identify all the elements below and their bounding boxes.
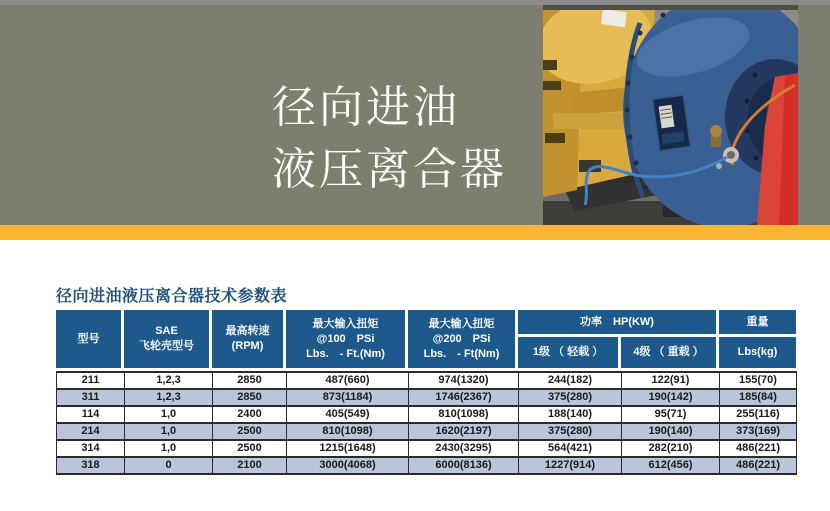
spec-table-body	[56, 371, 797, 475]
table-cell: 405(549)	[287, 406, 409, 423]
label-plate	[653, 95, 691, 151]
table-cell: 2500	[213, 440, 287, 457]
table-cell: 211	[57, 372, 125, 389]
table-cell: 1,0	[125, 423, 213, 440]
table-cell: 314	[57, 440, 125, 457]
header-torque-100psi: 最大输入扭矩 @100 PSi Lbs. - Ft.(Nm)	[286, 310, 405, 368]
table-cell: 2850	[213, 389, 287, 406]
table-cell: 1215(1648)	[287, 440, 409, 457]
table-cell: 2500	[213, 423, 287, 440]
header-torque-200psi: 最大输入扭矩 @200 PSi Lbs. - Ft(Nm)	[408, 310, 515, 368]
table-cell: 190(142)	[622, 389, 720, 406]
table-cell: 114	[57, 406, 125, 423]
table-cell: 1,2,3	[125, 372, 213, 389]
table-cell: 974(1320)	[409, 372, 519, 389]
header-power-grade4: 4级 （ 重载 ）	[621, 337, 716, 368]
banner-title	[272, 77, 507, 201]
hero-banner	[0, 5, 830, 225]
table-cell: 1746(2367)	[409, 389, 519, 406]
table-cell: 190(140)	[622, 423, 720, 440]
table-cell: 810(1098)	[409, 406, 519, 423]
header-rpm: 最高转速 (RPM)	[212, 310, 283, 368]
spec-table	[56, 310, 796, 475]
table-cell: 282(210)	[622, 440, 720, 457]
section-heading: 径向进油液压离合器技术参数表	[56, 288, 288, 305]
header-sae: SAE 飞轮壳型号	[124, 310, 209, 368]
table-cell: 6000(8136)	[409, 457, 519, 474]
banner-title-line1: 径向进油	[272, 83, 460, 132]
table-cell: 1,2,3	[125, 389, 213, 406]
spec-table-header	[56, 310, 796, 368]
table-cell: 95(71)	[622, 406, 720, 423]
table-cell: 214	[57, 423, 125, 440]
table-row	[57, 406, 797, 423]
table-cell: 2430(3295)	[409, 440, 519, 457]
table-cell: 564(421)	[519, 440, 622, 457]
table-row	[57, 457, 797, 474]
clutch-machinery-photo	[543, 5, 798, 225]
table-row	[57, 389, 797, 406]
table-cell: 1620(2197)	[409, 423, 519, 440]
table-cell: 122(91)	[622, 372, 720, 389]
header-weight-unit: Lbs(kg)	[719, 337, 796, 368]
table-cell: 318	[57, 457, 125, 474]
table-cell: 373(169)	[720, 423, 797, 440]
table-cell: 3000(4068)	[287, 457, 409, 474]
table-row	[57, 372, 797, 389]
header-power-grade1: 1级 （ 轻载 ）	[518, 337, 618, 368]
table-cell: 2100	[213, 457, 287, 474]
table-cell: 375(280)	[519, 389, 622, 406]
machinery-illustration	[543, 5, 798, 225]
table-row	[57, 440, 797, 457]
table-cell: 155(70)	[720, 372, 797, 389]
table-cell: 255(116)	[720, 406, 797, 423]
table-cell: 486(221)	[720, 457, 797, 474]
header-model: 型号	[56, 310, 121, 368]
table-cell: 1,0	[125, 406, 213, 423]
table-cell: 0	[125, 457, 213, 474]
table-cell: 244(182)	[519, 372, 622, 389]
table-cell: 1,0	[125, 440, 213, 457]
table-cell: 185(84)	[720, 389, 797, 406]
table-cell: 486(221)	[720, 440, 797, 457]
table-cell: 1227(914)	[519, 457, 622, 474]
accent-bar	[0, 225, 830, 240]
banner-title-line2: 液压离合器	[272, 145, 507, 194]
table-cell: 375(280)	[519, 423, 622, 440]
table-cell: 810(1098)	[287, 423, 409, 440]
header-power-group: 功率 HP(KW)	[518, 310, 716, 334]
table-row	[57, 423, 797, 440]
table-cell: 188(140)	[519, 406, 622, 423]
table-cell: 873(1184)	[287, 389, 409, 406]
header-weight: 重量	[719, 310, 796, 334]
table-cell: 487(660)	[287, 372, 409, 389]
table-cell: 311	[57, 389, 125, 406]
table-cell: 2400	[213, 406, 287, 423]
table-cell: 2850	[213, 372, 287, 389]
table-cell: 612(456)	[622, 457, 720, 474]
